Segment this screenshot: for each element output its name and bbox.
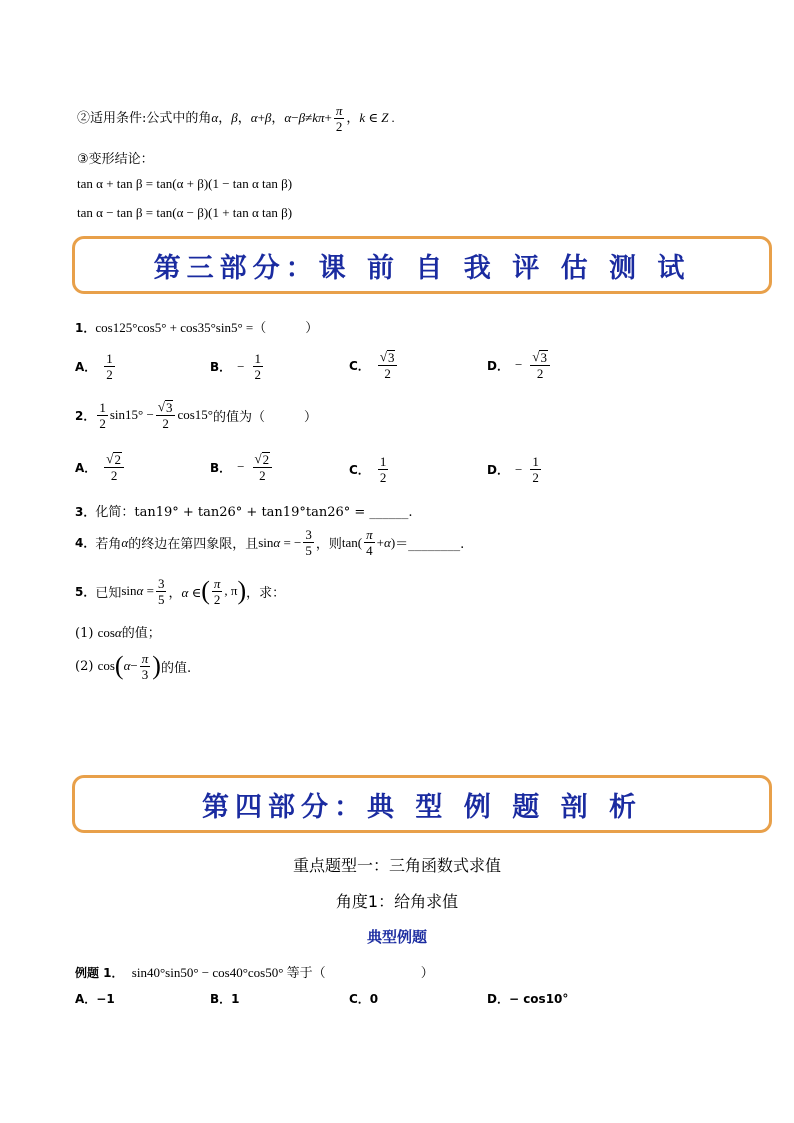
q2-option-a: A． √ 2 2	[75, 452, 126, 482]
example-1: 例题 1． sin40°sin50° − cos40°cos50° 等于（ ）	[75, 965, 434, 981]
deform-label: ③变形结论：	[77, 152, 154, 167]
question-5: 5． 已知 sinα = $\frac{3}{5}$ ，α ∈ ( $\frac{\pi}{2}$ , π ) ，求：	[75, 575, 286, 607]
example-1-option-c: C．0	[349, 992, 379, 1006]
condition-line: ②适用条件:公式中的角α，β，α+β，α−β≠kπ+ $\frac{\pi}{2}$ ，k ∈ Z .	[77, 103, 395, 134]
q1-option-a: A． $\frac{1}{2}$	[75, 351, 113, 382]
q1-option-d: D． − √ 3 2	[487, 350, 552, 380]
condition-tail: k ∈ Z .	[359, 110, 395, 125]
q1-option-b: B． − $\frac{1}{2}$	[210, 351, 261, 382]
question-1-text: cos125°cos5° + cos35°sin5° =（ ）	[95, 320, 319, 335]
question-5-part-2: (2) cos ( α − $\frac{\pi}{3}$ ) 的值.	[75, 650, 192, 682]
question-2-tail: 的值为（ ）	[212, 409, 317, 425]
condition-label: ②适用条件:公式中的角	[77, 111, 212, 126]
example-1-option-d: D．− cos10°	[487, 992, 569, 1006]
example-1-option-b: B．1	[210, 992, 240, 1006]
banner-4-title: 第四部分：典 型 例 题 剖 析	[202, 791, 642, 823]
question-3: 3．化简：tan19° + tan26° + tan19°tan26° = ______.	[75, 505, 413, 520]
question-5-part-1: (1) cosα的值；	[75, 625, 161, 641]
q2-option-c: C． $\frac{1}{2}$	[349, 454, 387, 485]
q1-option-c: C． √ 3 2	[349, 350, 399, 380]
section-banner-4	[72, 775, 772, 833]
deform-eq1: tan α + tan β = tan(α + β)(1 − tan α tan β)	[77, 176, 293, 191]
question-4: 4． 若角 α 的终边在第四象限，且 sinα = − $\frac{3}{5}$ ，则 tan( $\frac{\pi}{4}$ +α) ＝________.	[75, 527, 465, 558]
q2-option-b: B． − √ 2 2	[210, 452, 274, 482]
heading-key-type: 重点题型一：三角函数式求值	[292, 856, 501, 875]
deform-eq2: tan α − tan β = tan(α − β)(1 + tan α tan β)	[77, 205, 293, 220]
pi-over-2: $\frac{\pi}{2}$	[335, 103, 343, 134]
section-banner-3	[72, 236, 772, 294]
question-1: 1．cos125°cos5° + cos35°sin5° =（ ）	[75, 320, 319, 335]
example-1-option-a: A．−1	[75, 992, 115, 1006]
heading-angle-1: 角度1：给角求值	[335, 892, 459, 911]
question-2: 2． $\frac{1}{2}$ sin15° − √ 3 2 cos15° 的值为（ ）	[75, 399, 317, 431]
heading-examples: 典型例题	[366, 928, 427, 946]
example-1-text: sin40°sin50° − cos40°cos50° 等于（	[131, 965, 326, 980]
question-3-text: 化简：tan19° + tan26° + tan19°tan26° = ______.	[95, 505, 413, 520]
banner-3-title: 第三部分：课 前 自 我 评 估 测 试	[153, 252, 691, 284]
q2-option-d: D． − $\frac{1}{2}$	[487, 454, 539, 485]
